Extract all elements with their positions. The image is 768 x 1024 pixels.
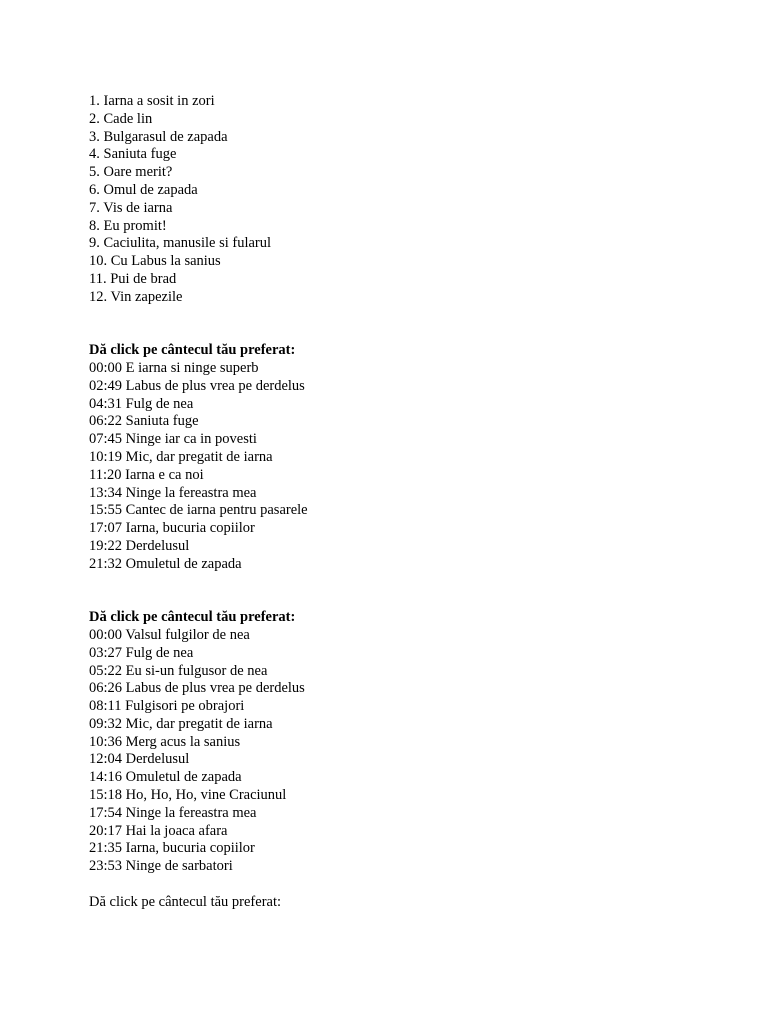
- track-item[interactable]: 03:27 Fulg de nea: [89, 644, 194, 661]
- tracklist-section-3: [89, 894, 729, 912]
- track-item[interactable]: 02:49 Labus de plus vrea pe derdelus: [89, 377, 305, 394]
- track-item[interactable]: 05:22 Eu si-un fulgusor de nea: [89, 662, 268, 679]
- section-heading: Dă click pe cântecul tău preferat:: [89, 893, 282, 910]
- spacer: [89, 574, 729, 610]
- list-item: 10. Cu Labus la sanius: [89, 253, 221, 270]
- numbered-song-list: [89, 93, 729, 307]
- track-item[interactable]: 13:34 Ninge la fereastra mea: [89, 484, 257, 501]
- list-item: 2. Cade lin: [89, 110, 153, 127]
- list-item: 6. Omul de zapada: [89, 181, 198, 198]
- list-item: 7. Vis de iarna: [89, 199, 173, 216]
- list-item: 8. Eu promit!: [89, 217, 167, 234]
- track-item[interactable]: 17:07 Iarna, bucuria copiilor: [89, 520, 255, 537]
- track-item[interactable]: 21:35 Iarna, bucuria copiilor: [89, 840, 255, 857]
- track-item[interactable]: 04:31 Fulg de nea: [89, 395, 194, 412]
- track-item[interactable]: 12:04 Derdelusul: [89, 751, 190, 768]
- track-item[interactable]: 14:16 Omuletul de zapada: [89, 769, 242, 786]
- track-item[interactable]: 11:20 Iarna e ca noi: [89, 466, 204, 483]
- section-heading: Dă click pe cântecul tău preferat:: [89, 609, 296, 626]
- track-item[interactable]: 06:26 Labus de plus vrea pe derdelus: [89, 680, 305, 697]
- track-item[interactable]: 10:19 Mic, dar pregatit de iarna: [89, 448, 273, 465]
- list-item: 1. Iarna a sosit in zori: [89, 93, 215, 109]
- track-item[interactable]: 20:17 Hai la joaca afara: [89, 822, 228, 839]
- track-item[interactable]: 08:11 Fulgisori pe obrajori: [89, 698, 245, 715]
- list-item: 11. Pui de brad: [89, 270, 177, 287]
- tracklist-section-2: [89, 609, 729, 876]
- list-item: 5. Oare merit?: [89, 164, 173, 181]
- track-item[interactable]: 07:45 Ninge iar ca in povesti: [89, 431, 257, 448]
- list-item: 3. Bulgarasul de zapada: [89, 128, 228, 145]
- spacer: [89, 307, 729, 343]
- track-item[interactable]: 09:32 Mic, dar pregatit de iarna: [89, 715, 273, 732]
- spacer: [89, 876, 729, 894]
- list-item: 12. Vin zapezile: [89, 288, 183, 305]
- track-item[interactable]: 15:55 Cantec de iarna pentru pasarele: [89, 502, 308, 519]
- track-item[interactable]: 21:32 Omuletul de zapada: [89, 555, 242, 572]
- track-item[interactable]: 10:36 Merg acus la sanius: [89, 733, 241, 750]
- track-item[interactable]: 00:00 E iarna si ninge superb: [89, 359, 259, 376]
- list-item: 9. Caciulita, manusile si fularul: [89, 235, 272, 252]
- track-item[interactable]: 06:22 Saniuta fuge: [89, 413, 199, 430]
- track-item[interactable]: 17:54 Ninge la fereastra mea: [89, 804, 257, 821]
- track-item[interactable]: 23:53 Ninge de sarbatori: [89, 858, 233, 875]
- track-item[interactable]: 00:00 Valsul fulgilor de nea: [89, 626, 250, 643]
- document-page: [89, 93, 729, 912]
- list-item: 4. Saniuta fuge: [89, 146, 177, 163]
- track-item[interactable]: 15:18 Ho, Ho, Ho, vine Craciunul: [89, 787, 287, 804]
- section-heading: Dă click pe cântecul tău preferat:: [89, 342, 296, 359]
- track-item[interactable]: 19:22 Derdelusul: [89, 537, 190, 554]
- tracklist-section-1: [89, 342, 729, 573]
